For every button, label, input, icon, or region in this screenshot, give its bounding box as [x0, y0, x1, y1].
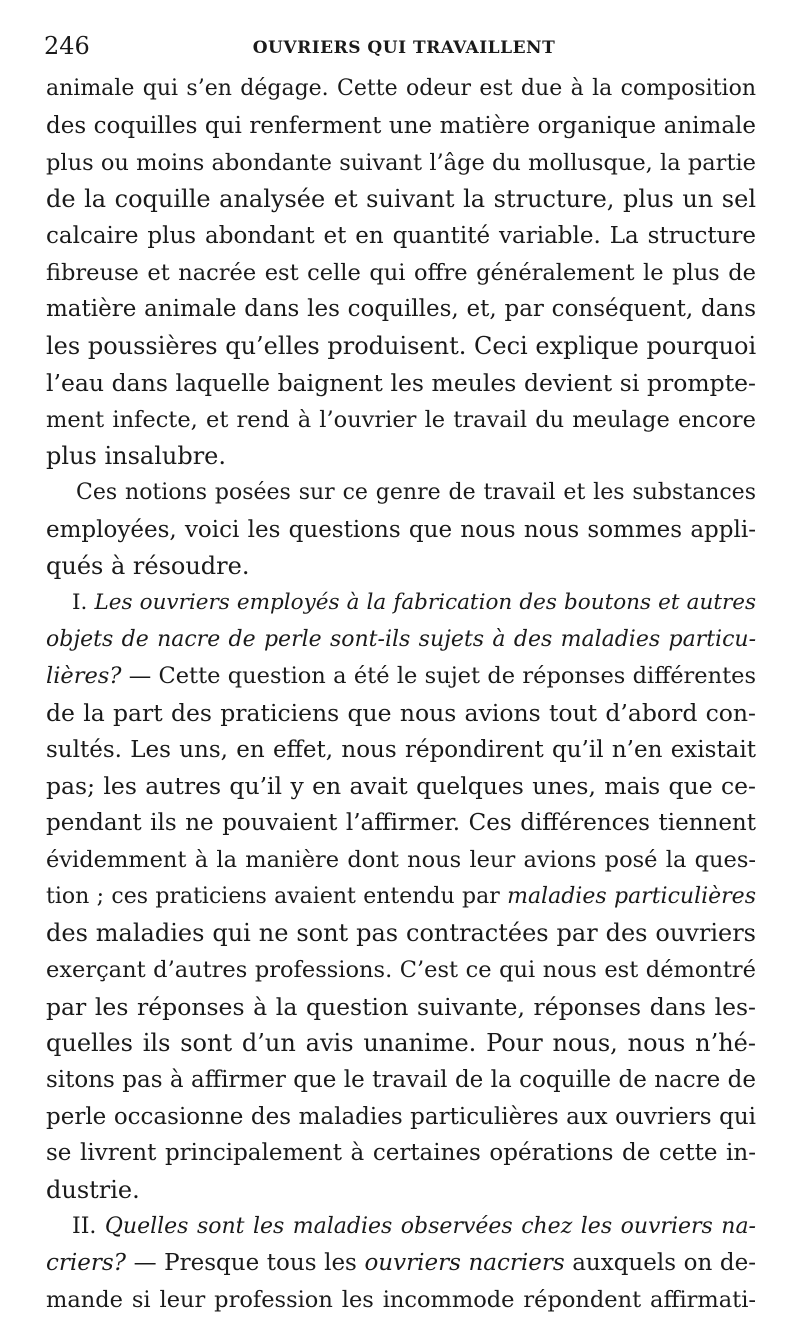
answer-text: auxquels on de- — [564, 1250, 756, 1276]
text-line: pas; les autres qu’il y en avait quelques unes, mais que ce- — [46, 772, 756, 800]
text-line: perle occasionne des maladies particulières aux ouvriers qui — [46, 1104, 756, 1130]
text-line: employées, voici les questions que nous nous sommes appli- — [46, 517, 756, 543]
text-line — [46, 880, 756, 914]
text-line: exerçant d’autres professions. C’est ce qui nous est démontré — [46, 957, 756, 983]
question-number: I. — [72, 590, 95, 615]
text-line: plus insalubre. — [46, 442, 226, 470]
answer-text: — Cette question a été le sujet de réponses différentes — [121, 663, 756, 689]
page-number: 246 — [44, 32, 90, 60]
text-line: plus ou moins abondante suivant l’âge du mollusque, la partie — [46, 150, 756, 176]
question-number: II. — [72, 1214, 105, 1239]
question-text: Quelles sont les maladies observées chez les ouvriers na- — [104, 1214, 756, 1239]
text-line: sultés. Les uns, en effet, nous répondirent qu’il n’en existait — [46, 737, 756, 763]
answer-text: — Presque tous les — [125, 1250, 365, 1276]
emphasized-term: maladies particulières — [507, 884, 756, 909]
text-line: quelles ils sont d’un avis unanime. Pour nous, nous n’hé- — [46, 1029, 756, 1057]
text-line: matière animale dans les coquilles, et, par conséquent, dans — [46, 296, 756, 322]
text-line: mande si leur profession les incommode répondent affirmati- — [46, 1287, 756, 1313]
text-line: les poussières qu’elles produisent. Ceci explique pourquoi — [46, 332, 757, 360]
text-segment: tion ; ces praticiens avaient entendu par — [46, 884, 508, 909]
page-header — [44, 30, 764, 62]
question-line — [46, 623, 756, 657]
text-line: qués à résoudre. — [46, 552, 250, 580]
text-line: fibreuse et nacrée est celle qui offre généralement le plus de — [46, 260, 756, 286]
question-line — [46, 1246, 756, 1280]
text-line: dustrie. — [46, 1176, 140, 1204]
question-line — [46, 659, 756, 693]
question-line — [46, 1210, 756, 1244]
text-line: par les réponses à la question suivante, réponses dans les- — [46, 993, 756, 1021]
text-line: évidemment à la manière dont nous leur avions posé la ques- — [46, 847, 756, 873]
question-text: lières? — [46, 663, 122, 689]
text-line: pendant ils ne pouvaient l’affirmer. Ces différences tiennent — [46, 810, 756, 836]
text-line: ment infecte, et rend à l’ouvrier le travail du meulage encore — [46, 407, 756, 433]
text-line: se livrent principalement à certaines opérations de cette in- — [46, 1140, 756, 1166]
text-line: sitons pas à affirmer que le travail de la coquille de nacre de — [46, 1067, 756, 1093]
question-line — [46, 586, 756, 620]
text-line: de la part des praticiens que nous avions tout d’abord con- — [46, 699, 756, 727]
text-line: des coquilles qui renferment une matière organique animale — [46, 113, 756, 139]
text-line: des maladies qui ne sont pas contractées par des ouvriers — [46, 919, 756, 947]
text-line: calcaire plus abondant et en quantité variable. La structure — [46, 223, 756, 249]
text-line: de la coquille analysée et suivant la structure, plus un sel — [46, 185, 756, 213]
text-line: animale qui s’en dégage. Cette odeur est due à la composition — [46, 76, 756, 101]
emphasized-term: ouvriers nacriers — [364, 1250, 565, 1276]
running-title: OUVRIERS QUI TRAVAILLENT — [252, 38, 556, 58]
question-text: objets de nacre de perle sont-ils sujets à des maladies particu- — [46, 627, 756, 652]
question-text: criers? — [46, 1250, 126, 1276]
text-line: Ces notions posées sur ce genre de travail et les substances — [76, 480, 756, 505]
question-text: Les ouvriers employés à la fabrication des boutons et autres — [94, 590, 756, 615]
text-line: l’eau dans laquelle baignent les meules devient si prompte- — [46, 369, 756, 397]
